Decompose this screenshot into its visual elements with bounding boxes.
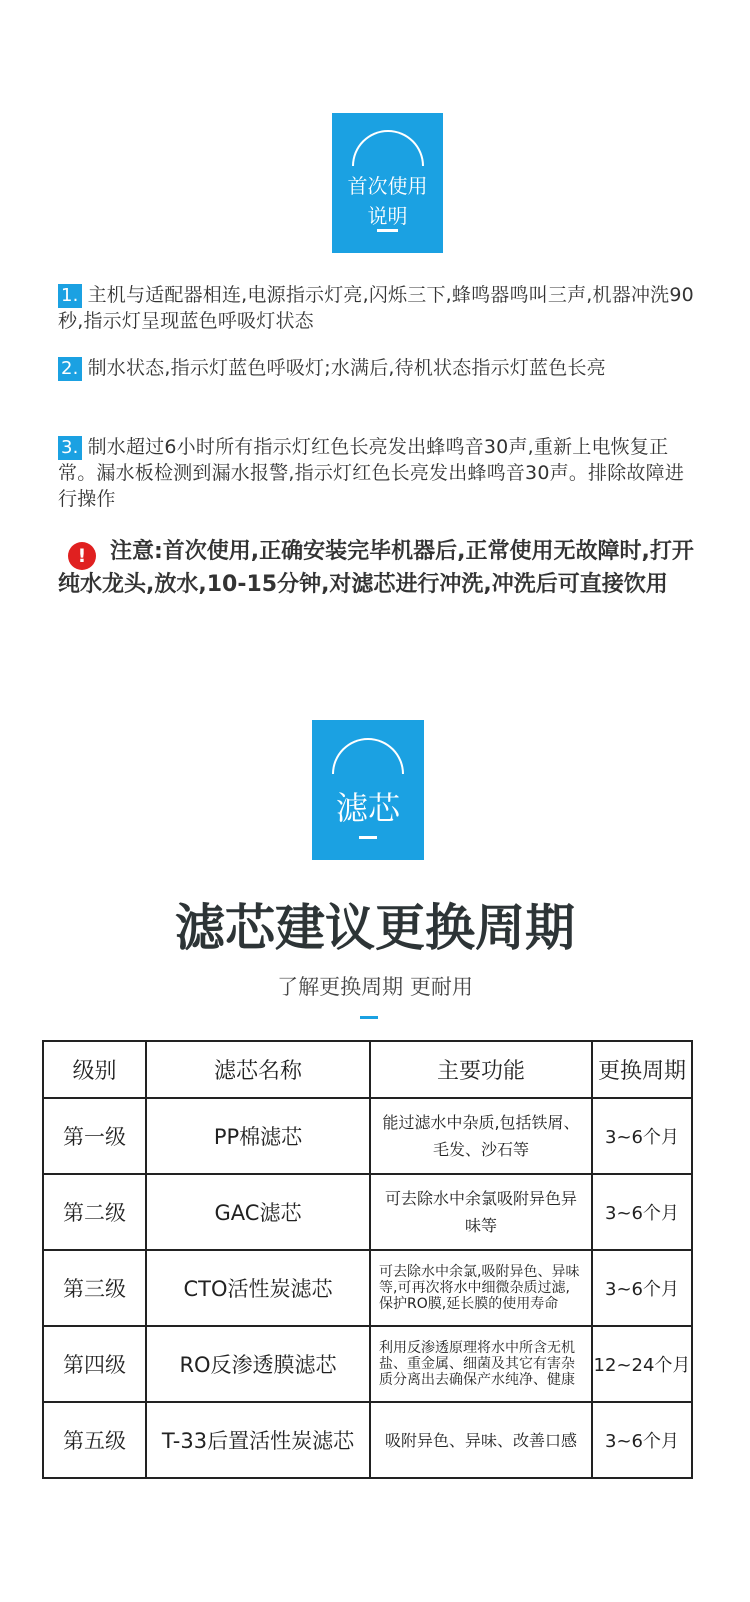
filter-badge: [312, 720, 424, 860]
filter-replacement-table: [42, 1040, 693, 1479]
step-text: 制水超过6小时所有指示灯红色长亮发出蜂鸣音30声,重新上电恢复正常。漏水板检测到漏水报警,指示灯红色长亮发出蜂鸣音30声。排除故障进行操作: [58, 436, 685, 510]
cell-level: 第四级: [43, 1326, 146, 1402]
table-row: [43, 1098, 692, 1174]
table-row: [43, 1174, 692, 1250]
cell-function: 吸附异色、异味、改善口感: [370, 1402, 592, 1478]
table-row: [43, 1402, 692, 1478]
cell-level: 第三级: [43, 1250, 146, 1326]
table-row: [43, 1326, 692, 1402]
cell-period: 3~6个月: [592, 1402, 692, 1478]
caution-note: [58, 537, 708, 600]
badge-title: 滤芯: [335, 789, 400, 827]
cell-period: 3~6个月: [592, 1098, 692, 1174]
cell-name: T-33后置活性炭滤芯: [146, 1402, 370, 1478]
alert-icon: !: [68, 542, 96, 570]
cell-function: 利用反渗透原理将水中所含无机盐、重金属、细菌及其它有害杂质分离出去确保产水纯净、健康: [370, 1326, 592, 1402]
cell-name: RO反渗透膜滤芯: [146, 1326, 370, 1402]
step-number: 1.: [58, 284, 82, 308]
first-use-badge: [332, 113, 443, 253]
cell-function: 可去除水中余氯吸附异色异味等: [370, 1174, 592, 1250]
instruction-step-3: [58, 434, 698, 512]
badge-title: [332, 171, 443, 231]
badge-arc-decoration: [332, 738, 404, 774]
badge-dash: [377, 229, 398, 232]
step-text: 制水状态,指示灯蓝色呼吸灯;水满后,待机状态指示灯蓝色长亮: [87, 357, 606, 379]
caution-note-text: 注意:首次使用,正确安装完毕机器后,正常使用无故障时,打开纯水龙头,放水,10-15分钟,对滤芯进行冲洗,冲洗后可直接饮用: [58, 539, 694, 597]
cell-period: 3~6个月: [592, 1174, 692, 1250]
step-text: 主机与适配器相连,电源指示灯亮,闪烁三下,蜂鸣器鸣叫三声,机器冲洗90秒,指示灯呈现蓝色呼吸灯状态: [58, 284, 694, 332]
table-row: [43, 1250, 692, 1326]
badge-title-line1: 首次使用: [347, 174, 428, 198]
header-function: 主要功能: [370, 1041, 592, 1098]
cell-function: 能过滤水中杂质,包括铁屑、毛发、沙石等: [370, 1098, 592, 1174]
header-level: 级别: [43, 1041, 146, 1098]
cell-function: 可去除水中余氯,吸附异色、异味等,可再次将水中细微杂质过滤,保护RO膜,延长膜的使用寿命: [370, 1250, 592, 1326]
table-header-row: [43, 1041, 692, 1098]
instruction-step-1: [58, 282, 698, 334]
badge-arc-decoration: [352, 130, 424, 166]
cell-name: GAC滤芯: [146, 1174, 370, 1250]
cell-period: 12~24个月: [592, 1326, 692, 1402]
subtitle-dash: [360, 1016, 378, 1019]
badge-title-line2: 说明: [367, 204, 408, 228]
step-number: 2.: [58, 357, 82, 381]
step-number: 3.: [58, 436, 82, 460]
section-subtitle: 了解更换周期 更耐用: [277, 975, 473, 999]
cell-level: 第一级: [43, 1098, 146, 1174]
cell-name: PP棉滤芯: [146, 1098, 370, 1174]
instruction-step-2: [58, 355, 698, 381]
header-name: 滤芯名称: [146, 1041, 370, 1098]
badge-dash: [359, 836, 377, 839]
header-period: 更换周期: [592, 1041, 692, 1098]
section-title: 滤芯建议更换周期: [175, 899, 575, 957]
cell-name: CTO活性炭滤芯: [146, 1250, 370, 1326]
cell-level: 第五级: [43, 1402, 146, 1478]
cell-period: 3~6个月: [592, 1250, 692, 1326]
cell-level: 第二级: [43, 1174, 146, 1250]
